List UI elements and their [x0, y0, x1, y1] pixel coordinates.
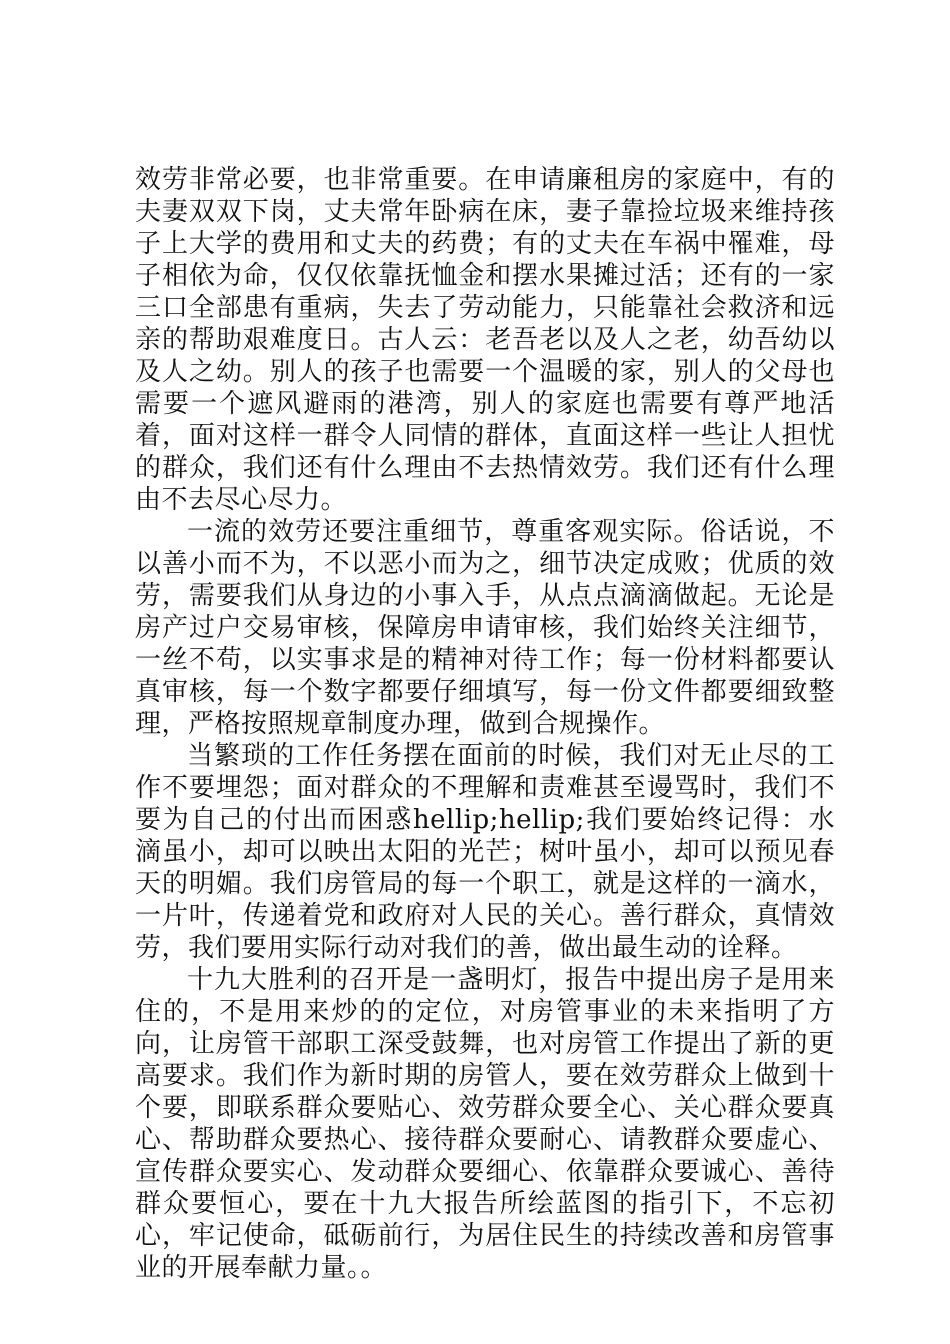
- paragraph-3: 当繁琐的工作任务摆在面前的时候，我们对无止尽的工作不要埋怨；面对群众的不理解和责难甚至谩骂时，我们不要为自己的付出而困惑hellip;hellip;我们要始终记得：水滴虽小，却可以映出太阳的光芒；树叶虽小，却可以预见春天的明媚。我们房管局的每一个职工，就是这样的一滴水，一片叶，传递着党和政府对人民的关心。善行群众，真情效劳，我们要用实际行动对我们的善，做出最生动的诠释。: [135, 741, 835, 963]
- paragraph-1: 效劳非常必要，也非常重要。在申请廉租房的家庭中，有的夫妻双双下岗，丈夫常年卧病在床，妻子靠捡垃圾来维持孩子上大学的费用和丈夫的药费；有的丈夫在车祸中罹难，母子相依为命，仅仅依靠抚恤金和摆水果摊过活；还有的一家三口全部患有重病，失去了劳动能力，只能靠社会救济和远亲的帮助艰难度日。古人云：老吾老以及人之老，幼吾幼以及人之幼。别人的孩子也需要一个温暖的家，别人的父母也需要一个遮风避雨的港湾，别人的家庭也需要有尊严地活着，面对这样一群令人同情的群体，直面这样一些让人担忧的群众，我们还有什么理由不去热情效劳。我们还有什么理由不去尽心尽力。: [135, 165, 835, 515]
- paragraph-4: 十九大胜利的召开是一盏明灯，报告中提出房子是用来住的，不是用来炒的的定位，对房管事业的未来指明了方向，让房管干部职工深受鼓舞，也对房管工作提出了新的更高要求。我们作为新时期的房管人，要在效劳群众上做到十个要，即联系群众要贴心、效劳群众要全心、关心群众要真心、帮助群众要热心、接待群众要耐心、请教群众要虚心、宣传群众要实心、发动群众要细心、依靠群众要诚心、善待群众要恒心，要在十九大报告所绘蓝图的指引下，不忘初心，牢记使命，砥砺前行，为居住民生的持续改善和房管事业的开展奉献力量。。: [135, 965, 835, 1283]
- body-text: [135, 164, 835, 1284]
- paragraph-2: 一流的效劳还要注重细节，尊重客观实际。俗话说，不以善小而不为，不以恶小而为之，细节决定成败；优质的效劳，需要我们从身边的小事入手，从点点滴滴做起。无论是房产过户交易审核，保障房申请审核，我们始终关注细节，一丝不苟，以实事求是的精神对待工作；每一份材料都要认真审核，每一个数字都要仔细填写，每一份文件都要细致整理，严格按照规章制度办理，做到合规操作。: [135, 517, 835, 739]
